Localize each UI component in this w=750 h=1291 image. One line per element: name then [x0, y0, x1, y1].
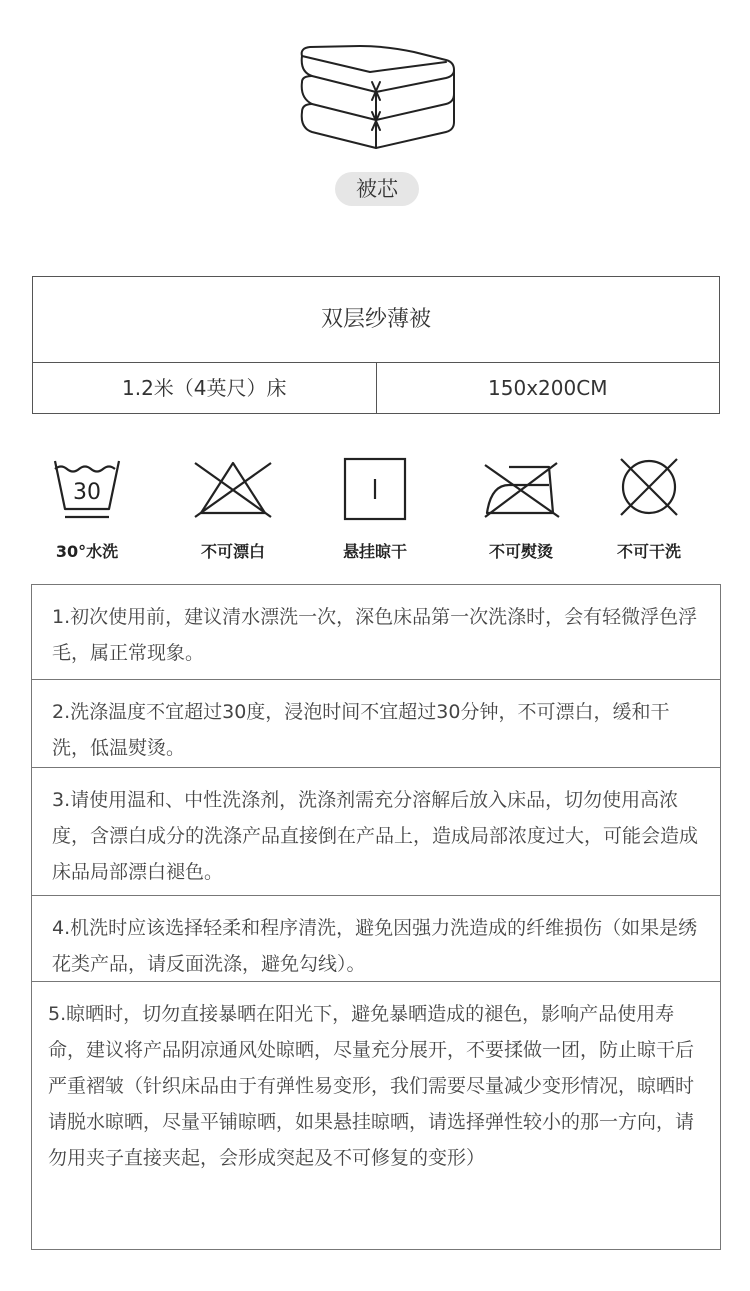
care-label-wash: 30°水洗	[55, 542, 119, 561]
note-5: 5.晾晒时，切勿直接暴晒在阳光下，避免暴晒造成的褪色，影响产品使用寿命，建议将产品阴凉通风处晾晒，尽量充分展开，不要揉做一团，防止晾干后严重褶皱（针织床品由于有弹性易变形，我们需要尽量减少变形情况，晾晒时请脱水晾晒，尽量平铺晾晒，如果悬挂晾晒，请选择弹性较小的那一方向，请勿用夹子直接夹起，会形成突起及不可修复的变形）	[48, 1003, 695, 1169]
category-badge: 被芯	[335, 172, 419, 206]
care-item-no-iron	[456, 455, 586, 575]
care-notes	[31, 584, 721, 1250]
no-dry-clean-icon	[609, 455, 689, 525]
spec-size-row	[33, 363, 719, 414]
care-item-hang-dry	[310, 455, 440, 575]
no-iron-icon	[481, 455, 561, 525]
care-item-no-bleach	[168, 455, 298, 575]
hang-dry-icon	[335, 455, 415, 525]
note-2: 2.洗涤温度不宜超过30度，浸泡时间不宜超过30分钟，不可漂白，缓和干洗，低温熨烫。	[32, 680, 720, 768]
care-label-no-iron: 不可熨烫	[488, 542, 553, 561]
product-title: 双层纱薄被	[33, 277, 719, 363]
wash-temperature: 30	[73, 480, 101, 505]
note-1: 1.初次使用前，建议清水漂洗一次，深色床品第一次洗涤时，会有轻微浮色浮毛，属正常现象。	[32, 585, 720, 680]
care-label-hang-dry: 悬挂晾干	[342, 542, 407, 561]
note-3: 3.请使用温和、中性洗涤剂，洗涤剂需充分溶解后放入床品，切勿使用高浓度，含漂白成分的洗涤产品直接倒在产品上，造成局部浓度过大，可能会造成床品局部漂白褪色。	[32, 768, 720, 896]
size-value: 150x200CM	[488, 376, 608, 400]
care-item-no-dry-clean	[584, 455, 714, 575]
wash-30-icon	[47, 455, 127, 525]
care-item-wash	[22, 455, 152, 575]
note-4: 4.机洗时应该选择轻柔和程序清洗，避免因强力洗造成的纤维损伤（如果是绣花类产品，请反面洗涤，避免勾线）。	[32, 896, 720, 982]
spec-table	[32, 276, 720, 414]
folded-quilt-icon	[296, 42, 460, 154]
care-label-no-dry-clean: 不可干洗	[616, 542, 681, 561]
care-label-no-bleach: 不可漂白	[200, 542, 265, 561]
size-label: 1.2米（4英尺）床	[33, 363, 377, 414]
no-bleach-icon	[193, 455, 273, 525]
